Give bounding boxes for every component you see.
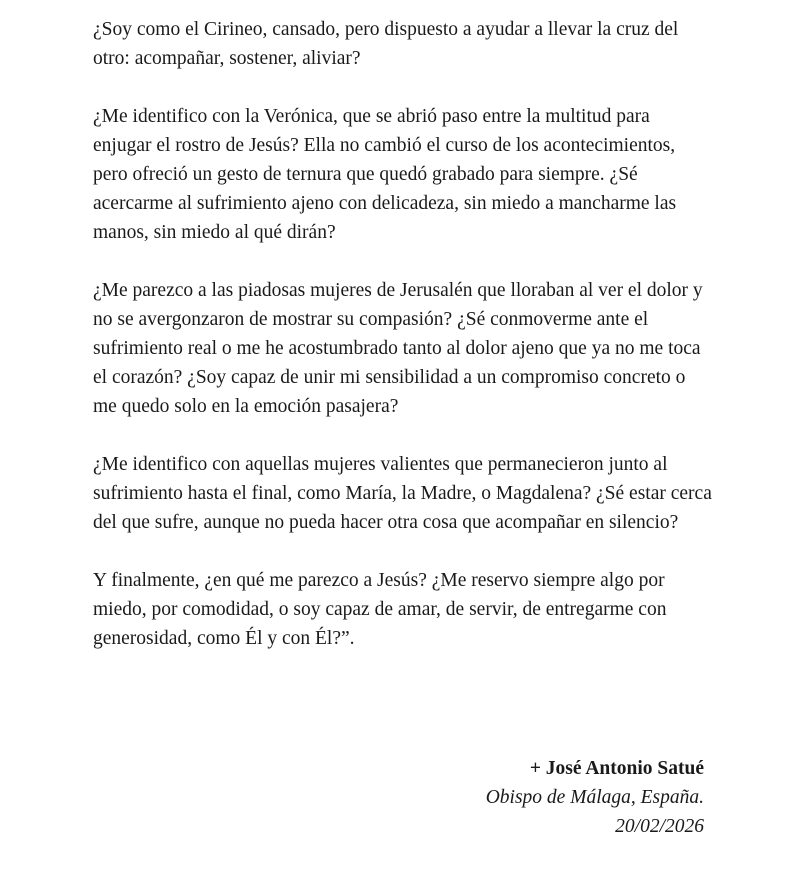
signature-title: Obispo de Málaga, España.: [485, 787, 704, 808]
signature-name: + José Antonio Satué: [529, 758, 704, 779]
paragraph-mujeres-valientes: ¿Me identifico con aquellas mujeres valientes que permanecieron junto al sufrimiento hasta el final, como María, la Madre, o Magdalena? ¿Sé estar cerca del que sufre, aunque no pueda hacer otra cosa que acompañar en silencio?: [93, 454, 712, 533]
signature-date: 20/02/2026: [615, 816, 704, 837]
paragraph-mujeres-jerusalen: ¿Me parezco a las piadosas mujeres de Jerusalén que lloraban al ver el dolor y no se avergonzaron de mostrar su compasión? ¿Sé conmoverme ante el sufrimiento real o me he acostumbrado tanto al dolor ajeno que ya no me toca el corazón? ¿Soy capaz de unir mi sensibilidad a un compromiso concreto o me quedo solo en la emoción pasajera?: [93, 280, 703, 417]
signature-block: [0, 754, 704, 841]
paragraph-veronica: ¿Me identifico con la Verónica, que se abrió paso entre la multitud para enjugar el rostro de Jesús? Ella no cambió el curso de los acontecimientos, pero ofreció un gesto de ternura que quedó grabado para siempre. ¿Sé acercarme al sufrimiento ajeno con delicadeza, sin miedo a mancharme las manos, sin miedo al qué dirán?: [93, 106, 677, 243]
document-body: [93, 15, 713, 682]
paragraph-jesus: Y finalmente, ¿en qué me parezco a Jesús? ¿Me reservo siempre algo por miedo, por comodidad, o soy capaz de amar, de servir, de entregarme con generosidad, como Él y con Él?”.: [93, 570, 667, 649]
paragraph-cirineo: ¿Soy como el Cirineo, cansado, pero dispuesto a ayudar a llevar la cruz del otro: acompañar, sostener, aliviar?: [93, 19, 679, 69]
